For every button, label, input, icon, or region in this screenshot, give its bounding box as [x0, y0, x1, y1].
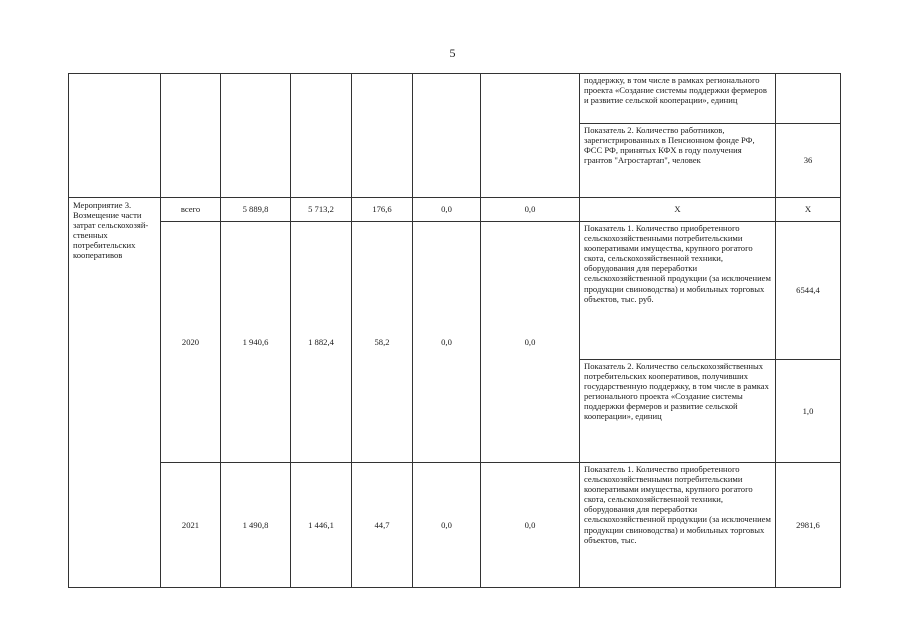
empty-cell: [413, 74, 481, 198]
value-cell: 1 446,1: [291, 463, 352, 588]
empty-cell: [291, 74, 352, 198]
table-row: [69, 74, 841, 124]
value-cell: 1 940,6: [221, 222, 291, 463]
value-cell: 0,0: [413, 463, 481, 588]
empty-cell: [776, 74, 841, 124]
empty-cell: [352, 74, 413, 198]
indicator-text: Показатель 2. Количество работников, зарегистрированных в Пенсионном фонде РФ, ФСС РФ, принятых КФХ в году получения грантов "Агростартап", человек: [580, 124, 776, 198]
empty-cell: [481, 74, 580, 198]
value-cell: 5 713,2: [291, 198, 352, 222]
value-cell: 5 889,8: [221, 198, 291, 222]
indicator-text: Показатель 1. Количество приобретенного сельскохозяйственными потребительскими кооперативами имущества, крупного рогатого скота, сельскохозяйственной техники, оборудования для переработки сельскохозяйственной продукции (за исключением продукции свиноводства) и мобильных торговых объектов, тыс.: [580, 463, 776, 588]
indicator-text: Показатель 1. Количество приобретенного сельскохозяйственными потребительскими кооперативами имущества, крупного рогатого скота, сельскохозяйственной техники, оборудования для переработки сельскохозяйственной продукции (за исключением продукции свиноводства) и мобильных торговых объектов, тыс. руб.: [580, 222, 776, 360]
value-cell: 58,2: [352, 222, 413, 463]
page-number: 5: [449, 46, 456, 60]
value-cell: 0,0: [481, 198, 580, 222]
year-cell: 2020: [161, 222, 221, 463]
value-cell: 44,7: [352, 463, 413, 588]
value-cell: 0,0: [413, 198, 481, 222]
empty-cell: [161, 74, 221, 198]
indicator-value: Х: [776, 198, 841, 222]
year-cell: 2021: [161, 463, 221, 588]
indicator-value: 2981,6: [776, 463, 841, 588]
indicator-value: 1,0: [776, 360, 841, 463]
value-cell: 0,0: [481, 463, 580, 588]
value-cell: 176,6: [352, 198, 413, 222]
indicator-value: 36: [776, 124, 841, 198]
empty-cell: [221, 74, 291, 198]
value-cell: 0,0: [481, 222, 580, 463]
measure-label: Мероприятие 3. Возмещение части затрат сельскохозяй-ственных потребительских кооперативов: [69, 198, 161, 588]
value-cell: 1 882,4: [291, 222, 352, 463]
value-cell: 0,0: [413, 222, 481, 463]
year-cell: всего: [161, 198, 221, 222]
indicator-value: 6544,4: [776, 222, 841, 360]
program-table: [68, 73, 841, 588]
table-row: [69, 198, 841, 222]
value-cell: 1 490,8: [221, 463, 291, 588]
table-row: [69, 222, 841, 360]
empty-cell: [69, 74, 161, 198]
indicator-text: Показатель 2. Количество сельскохозяйственных потребительских кооперативов, получивших государственную поддержку, в том числе в рамках регионального проекта «Создание системы поддержки фермеров и развитие сельской кооперации», единиц: [580, 360, 776, 463]
indicator-text: Х: [580, 198, 776, 222]
table-row: [69, 463, 841, 588]
indicator-text: поддержку, в том числе в рамках регионального проекта «Создание системы поддержки фермеров и развитие сельской кооперации», единиц: [580, 74, 776, 124]
